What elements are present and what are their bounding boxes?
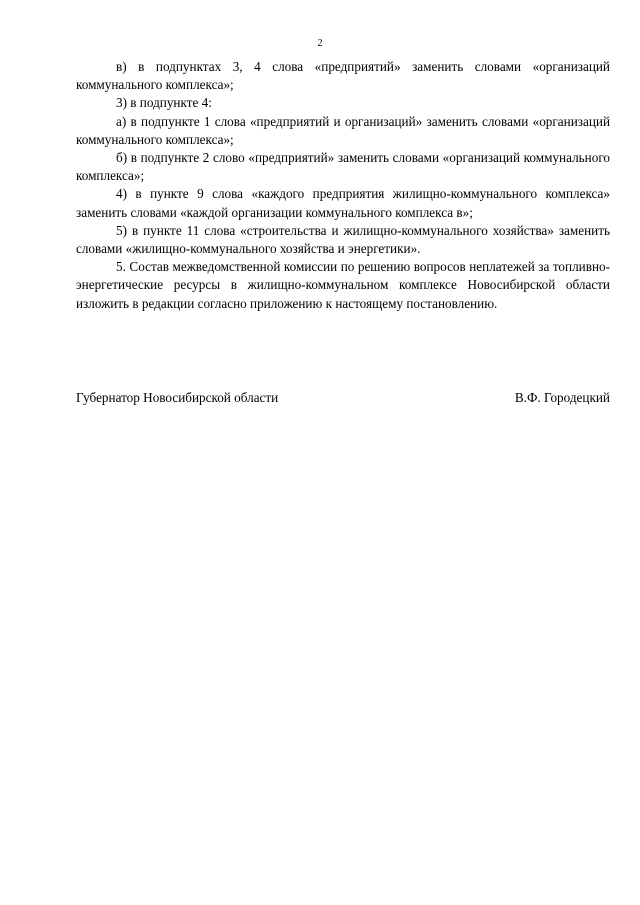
paragraph-item-4: 4) в пункте 9 слова «каждого предприятия жилищно-коммунального комплекса» заменить словами «каждой организации коммунального комплекса в»; bbox=[76, 186, 610, 220]
paragraph-item-5: 5) в пункте 11 слова «строительства и жилищно-коммунального хозяйства» заменить словами «жилищно-коммунального хозяйства и энергетики». bbox=[76, 222, 610, 257]
signatory-position: Губернатор Новосибирской области bbox=[76, 390, 279, 405]
paragraph-subpoint-b: б) в подпункте 2 слово «предприятий» заменить словами «организаций коммунального комплекса»; bbox=[76, 150, 610, 184]
signatory-name: В.Ф. Городецкий bbox=[514, 390, 610, 405]
paragraph-subpoint-v: в) в подпунктах 3, 4 слова «предприятий» заменить словами «организаций коммунального комплекса»; bbox=[76, 59, 610, 93]
paragraph-subpoint-a: а) в подпункте 1 слова «предприятий и организаций» заменить словами «организаций коммунального комплекса»; bbox=[76, 113, 610, 147]
page-number: 2 bbox=[317, 38, 323, 49]
paragraph-point-5: 5. Состав межведомственной комиссии по решению вопросов неплатежей за топливно-энергетические ресурсы в жилищно-коммунальном комплексе Новосибирской области изложить в редакции согласно приложению к настоящему постановлению. bbox=[76, 259, 610, 311]
paragraph-item-3: 3) в подпункте 4: bbox=[116, 95, 212, 111]
signature-block bbox=[76, 389, 610, 407]
document-body bbox=[76, 58, 610, 313]
